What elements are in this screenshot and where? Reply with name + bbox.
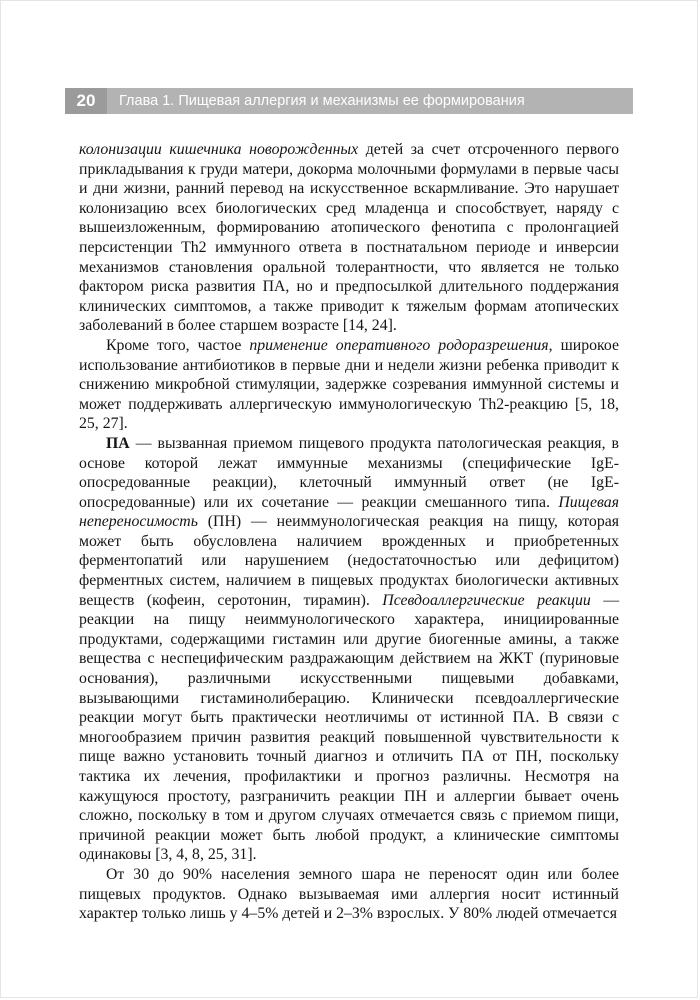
text-segment: детей за счет отсроченного первого прикладывания к груди матери, докорма молочными формулами в первые часы и дни жизни, ранний перевод на искусственное вскармливание. Это нарушает колонизацию всех биологических сред младенца и способствует, наряду с вышеизложенным, формированию атопического фенотипа с пролонгацией персистенции Th2 иммунного ответа в постнатальном периоде и инверсии механизмов становления оральной толерантности, что является не только фактором риска развития ПА, но и предпосылкой длительного поддержания клинических симптомов, а также приводит к тяжелым формам атопических заболеваний в более старшем возрасте [14, 24]. <box>79 141 620 335</box>
text-segment: ПА <box>106 434 130 452</box>
page-number: 20 <box>65 88 107 114</box>
text-segment: применение оперативного родоразрешения <box>249 336 549 354</box>
text-segment: колонизации кишечника новорожденных <box>79 141 359 158</box>
paragraph <box>79 336 619 434</box>
text-segment: От 30 до 90% населения земного шара не переносят один или более пищевых продуктов. Однако вызываемая ими аллергия носит истинный характер только лишь у 4–5% детей и 2–3% взрослых. У 80% людей отмечается <box>79 865 619 923</box>
text-segment: — реакции на пищу неиммунологического характера, инициированные продуктами, содержащими гистамин или другие биогенные амины, а также вещества с неспецифическим раздражающим действием на ЖКТ (пуриновые основания), различными искусственными пищевыми добавками, вызывающими гистаминолиберацию. Клинически псевдоаллергические реакции могут быть практически неотличимы от истинной ПА. В связи с многообразием причин развития реакций повышенной чувствительности к пище важно установить точный диагноз и отличить ПА от ПН, поскольку тактика их лечения, профилактики и прогноз различны. Несмотря на кажущуюся простоту, разграничить реакции ПН и аллергии бывает очень сложно, поскольку в том и другом случаях отмечается связь с приемом пищи, причиной реакции может быть любой продукт, а клинические симптомы одинаковы [3, 4, 8, 25, 31]. <box>79 591 619 864</box>
text-segment: — вызванная приемом пищевого продукта патологическая реакция, в основе которой лежат иммунные механизмы (специфические IgE-опосредованные реакции), клеточный иммунный ответ (не IgE-опосредованные) или их сочетание — реакции смешанного типа. <box>79 434 619 511</box>
text-segment: Пищевая непереносимость <box>79 493 619 531</box>
chapter-title: Глава 1. Пищевая аллергия и механизмы ее формирования <box>107 88 633 114</box>
paragraph <box>79 865 619 924</box>
text-segment: Кроме того, частое <box>106 336 250 354</box>
paragraph <box>79 434 619 865</box>
page-header <box>65 88 633 114</box>
text-segment: Псевдоаллергические реакции <box>382 591 591 609</box>
text-segment: (ПН) — неиммунологическая реакция на пищу, которая может быть обусловлена наличием врожденных и приобретенных ферментопатий или нарушением (недостаточностью или дефицитом) ферментных систем, наличием в пищевых продуктах биологически активных веществ (кофеин, серотонин, тирамин). <box>79 513 619 609</box>
text-segment: , широкое использование антибиотиков в первые дни и недели жизни ребенка приводит к снижению микробной стимуляции, задержке созревания иммунной системы и может поддерживать аллергическую иммунологическую Th2-реакцию [5, 18, 25, 27]. <box>79 336 619 433</box>
paragraph <box>79 140 619 336</box>
page-body <box>79 140 619 924</box>
